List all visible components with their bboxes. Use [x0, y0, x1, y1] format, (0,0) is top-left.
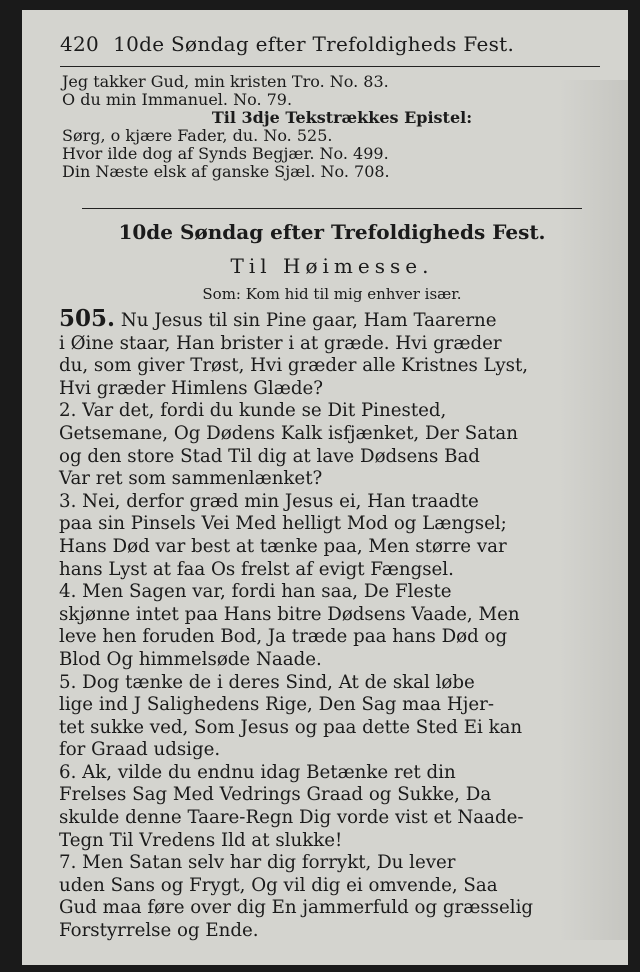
verse-line: Gud maa føre over dig En jammerfuld og græsselig	[59, 897, 534, 919]
verse-line: Blod Og himmelsøde Naade.	[59, 648, 322, 670]
hymn-references	[62, 73, 582, 181]
reference-line: Hvor ilde dog af Synds Begjær. No. 499.	[62, 144, 389, 163]
verse-line: du, som giver Trøst, Hvi græder alle Kristnes Lyst,	[59, 355, 529, 377]
verse-line: 2. Var det, fordi du kunde se Dit Pinested,	[59, 400, 447, 422]
reference-subheading: Til 3dje Tekstrækkes Epistel:	[211, 108, 473, 127]
verse-line: hans Lyst at faa Os frelst af evigt Fængsel.	[59, 558, 454, 580]
reference-line: O du min Immanuel. No. 79.	[62, 90, 293, 109]
verse-line: Tegn Til Vredens Ild at slukke!	[59, 829, 343, 851]
verse-line: 3. Nei, derfor græd min Jesus ei, Han traadte	[59, 490, 479, 512]
page-number: 420	[60, 32, 100, 56]
verse-line: Frelses Sag Med Vedrings Graad og Sukke, Da	[59, 784, 492, 806]
running-title: 10de Søndag efter Trefoldigheds Fest.	[113, 32, 515, 56]
verse-line: Hans Død var best at tænke paa, Men større var	[59, 535, 507, 557]
verse-line: leve hen foruden Bod, Ja træde paa hans Død og	[59, 626, 508, 648]
book-page	[22, 10, 628, 965]
verse-line: lige ind J Salighedens Rige, Den Sag maa Hjer-	[59, 694, 494, 716]
hymn-number: 505.	[59, 305, 116, 332]
section-title: 10de Søndag efter Trefoldigheds Fest.	[118, 220, 546, 244]
verse-line: tet sukke ved, Som Jesus og paa dette Sted Ei kan	[59, 716, 523, 738]
verse-line: for Graad udsige.	[59, 739, 221, 761]
reference-line: Jeg takker Gud, min kristen Tro. No. 83.	[62, 72, 389, 91]
verse-line: i Øine staar, Han brister i at græde. Hvi græder	[59, 332, 502, 354]
verse-line: skulde denne Taare-Regn Dig vorde vist et Naade-	[59, 807, 524, 829]
verse-line: Getsemane, Og Dødens Kalk isfjænket, Der Satan	[59, 422, 518, 444]
verse-line: uden Sans og Frygt, Og vil dig ei omvende, Saa	[59, 874, 498, 896]
verse-line: skjønne intet paa Hans bitre Dødsens Vaade, Men	[59, 603, 520, 625]
verse-line: 5. Dog tænke de i deres Sind, At de skal løbe	[59, 671, 475, 693]
header-rule	[60, 66, 600, 67]
verse-line: 7. Men Satan selv har dig forrykt, Du lever	[59, 852, 456, 874]
verse-line: 505. Nu Jesus til sin Pine gaar, Ham Taarerne	[59, 305, 497, 332]
verse-line: 6. Ak, vilde du endnu idag Betænke ret din	[59, 761, 456, 783]
verse-line: Forstyrrelse og Ende.	[59, 920, 259, 942]
verse-line: og den store Stad Til dig at lave Dødsens Bad	[59, 445, 480, 467]
reference-line: Din Næste elsk af ganske Sjæl. No. 708.	[62, 162, 390, 181]
melody-note: Som: Kom hid til mig enhver især.	[202, 285, 462, 303]
hymn-text	[59, 305, 604, 943]
verse-line: paa sin Pinsels Vei Med helligt Mod og Længsel;	[59, 513, 507, 535]
verse-line: Var ret som sammenlænket?	[59, 468, 323, 490]
section-rule	[82, 208, 582, 209]
reference-line: Sørg, o kjære Fader, du. No. 525.	[62, 126, 333, 145]
verse-line: Hvi græder Himlens Glæde?	[59, 377, 323, 399]
verse-line: 4. Men Sagen var, fordi han saa, De Fleste	[59, 581, 452, 603]
running-header	[60, 32, 575, 56]
service-subtitle: Til Høimesse.	[230, 254, 434, 278]
